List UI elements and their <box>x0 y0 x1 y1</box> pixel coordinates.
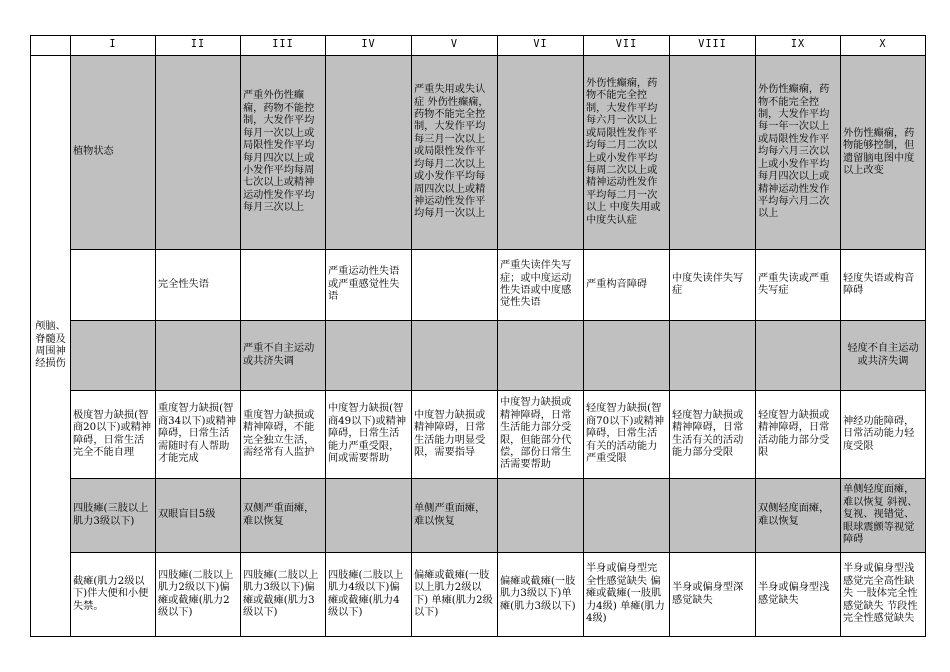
table-cell: 四肢瘫(二肢以上肌力3级以下)偏瘫或截瘫(肌力3级以下) <box>241 553 326 637</box>
table-cell: 严重运动性失语或严重感觉性失语 <box>326 250 412 321</box>
table-row <box>31 321 926 391</box>
category-label: 颅脑、脊髓及周围神经损伤 <box>31 56 71 637</box>
column-header: IV <box>326 36 412 56</box>
table-row <box>31 250 926 321</box>
table-cell: 严重失读或严重失写症 <box>756 250 841 321</box>
table-cell <box>71 250 156 321</box>
table-cell: 半身或偏身型浅感觉缺失 <box>756 553 841 637</box>
table-cell: 双眼盲目5级 <box>156 479 241 553</box>
table-cell: 中度智力缺损或精神障碍，日常生活能力明显受限，需要指导 <box>412 391 498 479</box>
table-cell <box>670 321 756 391</box>
table-cell: 单侧严重面瘫，难以恢复 <box>412 479 498 553</box>
table-cell: 极度智力缺损(智商20以下)或精神障碍，日常生活完全不能自理 <box>71 391 156 479</box>
table-cell: 轻度失语或构音障碍 <box>841 250 926 321</box>
table-cell: 外伤性癫痫，药物不能完全控制，大发作平均每六月一次以上或局限性发作平均每二月二次以上或小发作平均每周二次以上或精神运动性发作平均每二月一次以上 中度失用或中度失认症 <box>584 56 670 250</box>
table-cell: 轻度智力缺损或精神障碍，日常生活有关的活动能力部分受限 <box>670 391 756 479</box>
table-cell <box>326 321 412 391</box>
table-cell <box>156 321 241 391</box>
column-header: VIII <box>670 36 756 56</box>
table-cell: 四肢瘫(二肢以上肌力2级以下)偏瘫或截瘫(肌力2级以下) <box>156 553 241 637</box>
table-cell <box>412 250 498 321</box>
table-cell: 半身或偏身型浅感觉完全高性缺失 一肢体完全性感觉缺失 节段性完全性感觉缺失 <box>841 553 926 637</box>
table-cell <box>670 56 756 250</box>
table-cell <box>498 479 584 553</box>
table-cell <box>670 479 756 553</box>
table-cell <box>756 321 841 391</box>
table-cell <box>584 479 670 553</box>
table-cell: 中度智力缺损(智商49以下)或精神障碍，日常生活能力严重受限，间或需要帮助 <box>326 391 412 479</box>
table-cell: 半身或偏身型深感觉缺失 <box>670 553 756 637</box>
table-cell: 偏瘫或截瘫(一肢肌力3级以下)单瘫(肌力3级以下) <box>498 553 584 637</box>
table-cell: 双侧轻度面瘫，难以恢复 <box>756 479 841 553</box>
column-header: VII <box>584 36 670 56</box>
column-header: I <box>71 36 156 56</box>
table-cell: 轻度不自主运动或共济失调 <box>841 321 926 391</box>
table-cell: 四肢瘫(二肢以上肌力4级以下)偏瘫或截瘫(肌力4级以下) <box>326 553 412 637</box>
table-cell <box>584 321 670 391</box>
table-cell <box>326 479 412 553</box>
column-header: V <box>412 36 498 56</box>
table-cell <box>71 321 156 391</box>
table-cell <box>412 321 498 391</box>
table-cell <box>326 56 412 250</box>
table-cell: 中度失读伴失写症 <box>670 250 756 321</box>
column-header: VI <box>498 36 584 56</box>
table-cell <box>156 56 241 250</box>
table-cell <box>498 56 584 250</box>
column-header: II <box>156 36 241 56</box>
table-cell: 双侧严重面瘫，难以恢复 <box>241 479 326 553</box>
table-cell: 半身或偏身型完全性感觉缺失 偏瘫或截瘫(一肢肌力4级) 单瘫(肌力4级) <box>584 553 670 637</box>
table-cell: 植物状态 <box>71 56 156 250</box>
table-cell: 严重失读伴失写症；或中度运动性失语或中度感觉性失语 <box>498 250 584 321</box>
table-row <box>31 479 926 553</box>
table-cell: 截瘫(肌力2级以下)伴大便和小便失禁。 <box>71 553 156 637</box>
table-cell: 中度智力缺损或精神障碍，日常生活能力部分受限，但能部分代偿，部份日常生活需要帮助 <box>498 391 584 479</box>
column-header: III <box>241 36 326 56</box>
disability-grading-table <box>30 35 926 637</box>
corner-cell <box>31 36 71 56</box>
table-cell <box>498 321 584 391</box>
table-row <box>31 391 926 479</box>
column-header: X <box>841 36 926 56</box>
header-row <box>31 36 926 56</box>
table-cell: 严重不自主运动或共济失调 <box>241 321 326 391</box>
table-row <box>31 553 926 637</box>
table-cell: 严重失用或失认症 外伤性癫痫，药物不能完全控制，大发作平均每三月一次以上或局限性发作平均每月二次以上或小发作平均每周四次以上或精神运动性发作平均每月一次以上 <box>412 56 498 250</box>
table-cell: 完全性失语 <box>156 250 241 321</box>
table-cell: 重度智力缺损或精神障碍，不能完全独立生活，需经常有人监护 <box>241 391 326 479</box>
table-cell: 单侧轻度面瘫，难以恢复 斜视、复视、视错觉、眼球震颤等视觉障碍 <box>841 479 926 553</box>
table-row <box>31 56 926 250</box>
table-cell <box>241 250 326 321</box>
table-cell: 重度智力缺损(智商34以下)或精神障碍，日常生活需随时有人帮助才能完成 <box>156 391 241 479</box>
table-cell: 神经功能障碍，日常活动能力轻度受限 <box>841 391 926 479</box>
table-cell: 四肢瘫(三肢以上肌力3级以下) <box>71 479 156 553</box>
table-cell: 轻度智力缺损(智商70以下)或精神障碍，日常生活有关的活动能力严重受限 <box>584 391 670 479</box>
table-cell: 外伤性癫痫，药物不能完全控制，大发作平均每一年一次以上或局限性发作平均每六月三次以上或小发作平均每月四次以上或精神运动性发作平均每六月二次以上 <box>756 56 841 250</box>
table-cell: 严重构音障碍 <box>584 250 670 321</box>
table-cell: 严重外伤性癫痫，药物不能控制，大发作平均每月一次以上或局限性发作平均每月四次以上或小发作平均每周七次以上或精神运动性发作平均每月三次以上 <box>241 56 326 250</box>
table-cell: 轻度智力缺损或精神障碍，日常活动能力部分受限 <box>756 391 841 479</box>
column-header: IX <box>756 36 841 56</box>
table-cell: 外伤性癫痫，药物能够控制，但遗留脑电图中度以上改变 <box>841 56 926 250</box>
table-cell: 偏瘫或截瘫(一肢以上肌力2级以下) 单瘫(肌力2级以下) <box>412 553 498 637</box>
